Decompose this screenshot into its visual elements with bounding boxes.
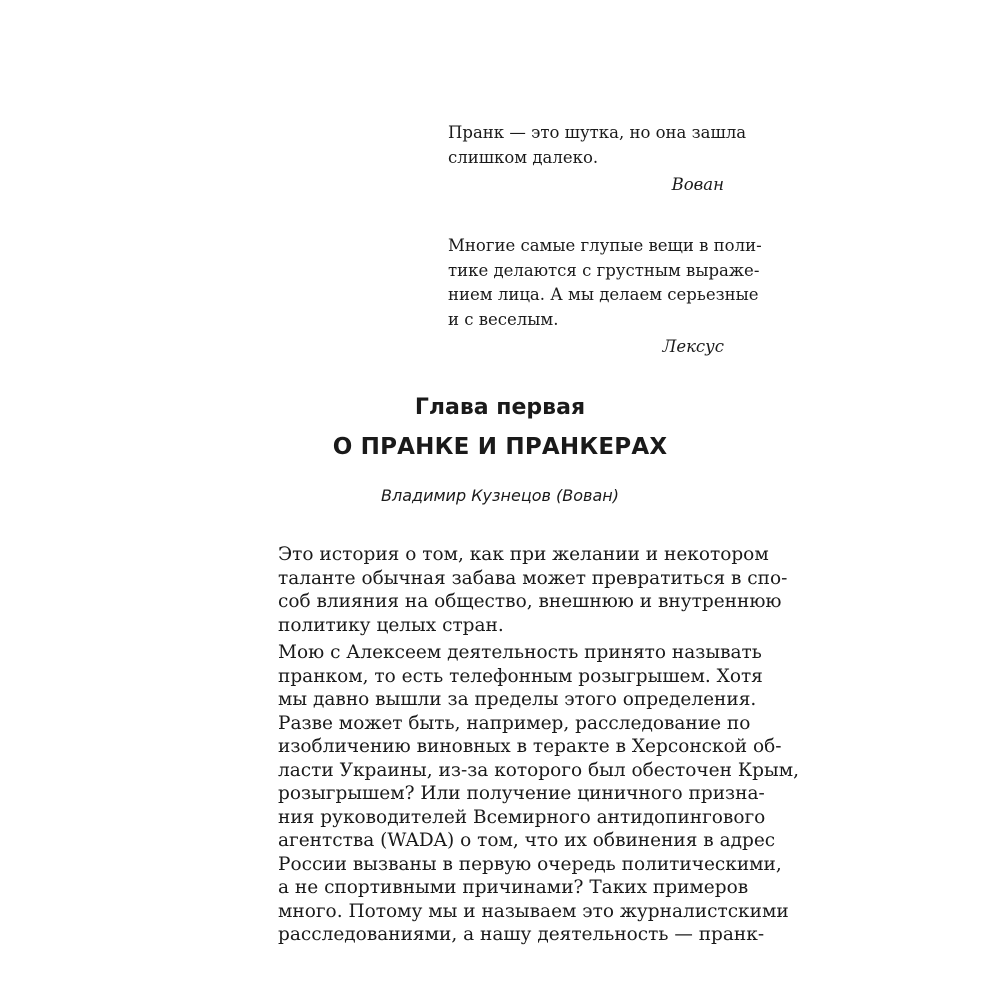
paragraph-line: политику целых стран. (278, 614, 504, 636)
epigraph-author: Вован (671, 175, 724, 194)
epigraph-2 (448, 234, 762, 360)
epigraph-line: и с веселым. (448, 309, 559, 329)
paragraph-line: соб влияния на общество, внешнюю и внутреннюю (278, 591, 782, 612)
paragraph-1 (278, 543, 788, 637)
epigraph-line: Пранк — это шутка, но она зашла (448, 123, 747, 142)
epigraph-line: Многие самые глупые вещи в поли- (448, 236, 762, 255)
epigraph-author: Лексус (662, 337, 724, 356)
paragraph-line: а не спортивными причинами? Таких примеров (278, 877, 749, 898)
epigraph-1 (448, 121, 747, 198)
paragraph-line: расследованиями, а нашу деятельность — пранк- (278, 924, 765, 945)
chapter-title: О ПРАНКЕ И ПРАНКЕРАХ (332, 434, 668, 460)
paragraph-line: пранком, то есть телефонным розыгрышем. Хотя (278, 665, 763, 687)
paragraph-2 (278, 641, 799, 947)
chapter-author: Владимир Кузнецов (Вован) (381, 486, 619, 505)
epigraph-line: тике делаются с грустным выраже- (448, 260, 760, 280)
epigraph-line: нием лица. А мы делаем серьезные (448, 285, 759, 304)
paragraph-line: мы давно вышли за пределы этого определения. (278, 689, 757, 710)
paragraph-line: агентства (WADA) о том, что их обвинения в адрес (278, 830, 776, 851)
epigraph-line: слишком далеко. (448, 147, 599, 167)
paragraph-line: много. Потому мы и называем это журналистскими (278, 900, 789, 922)
paragraph-line: ния руководителей Всемирного антидопингового (278, 806, 766, 828)
paragraph-line: Мою с Алексеем деятельность принято называть (278, 642, 762, 663)
chapter-label: Глава первая (414, 395, 586, 420)
paragraph-line: Разве может быть, например, расследование по (278, 712, 751, 734)
paragraph-line: таланте обычная забава может превратиться в спо- (278, 567, 788, 589)
paragraph-line: России вызваны в первую очередь политическими, (278, 853, 782, 875)
paragraph-line: изобличению виновных в теракте в Херсонской об- (278, 736, 782, 757)
paragraph-line: ласти Украины, из-за которого был обесточен Крым, (278, 759, 799, 781)
paragraph-line: розыгрышем? Или получение циничного призна- (278, 783, 765, 804)
paragraph-line: Это история о том, как при желании и некотором (278, 544, 769, 565)
